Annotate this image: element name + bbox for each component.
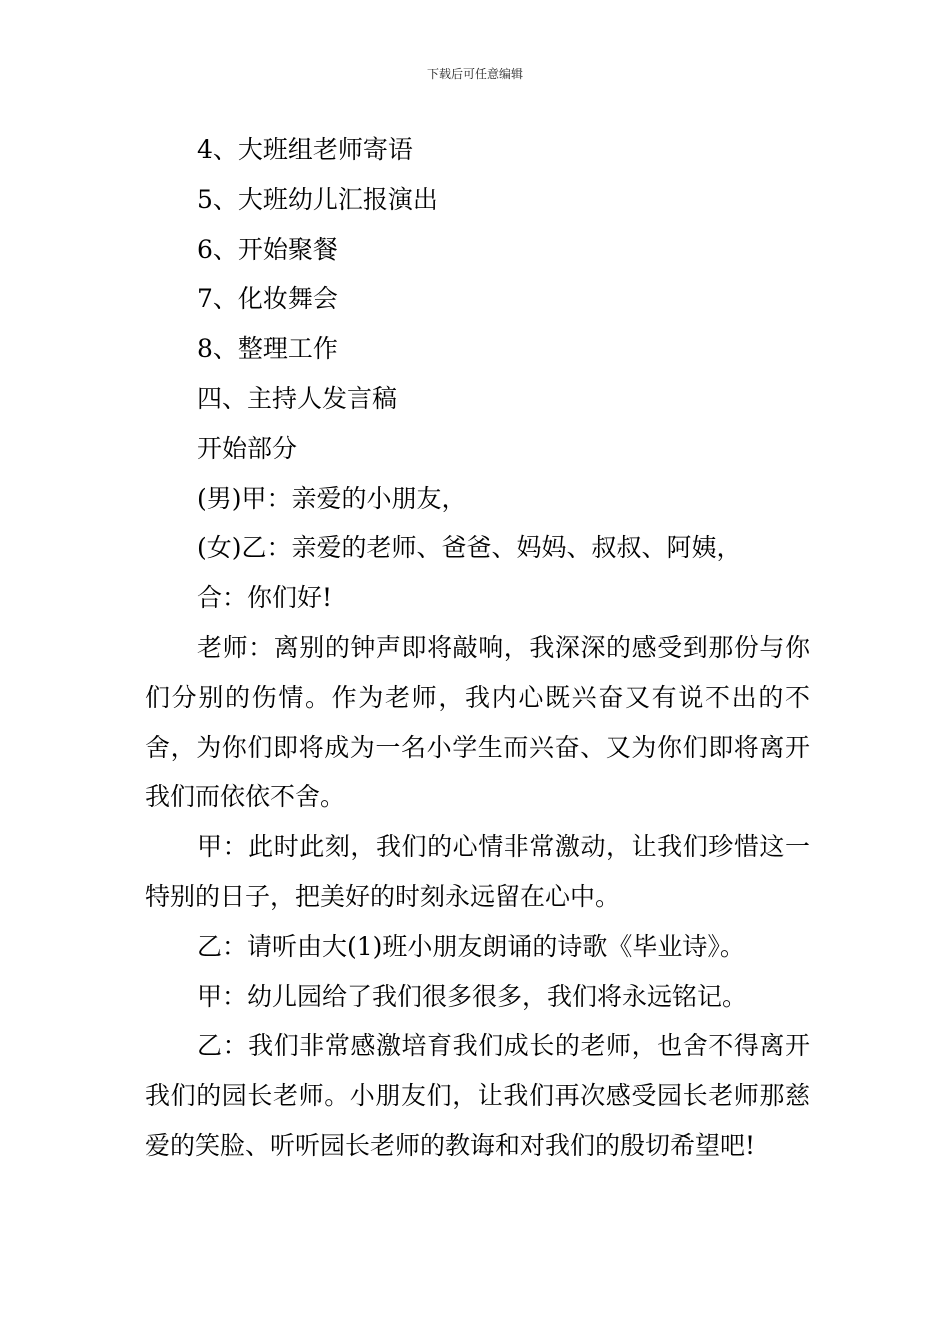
list-item: 4、大班组老师寄语: [197, 135, 413, 164]
dialogue-paragraph: 甲：此时此刻，我们的心情非常激动，让我们珍惜这一特别的日子，把美好的时刻永远留在心中。: [145, 832, 810, 911]
list-item: 5、大班幼儿汇报演出: [197, 184, 438, 214]
subsection-heading: 开始部分: [197, 433, 298, 463]
dialogue-line: (男)甲：亲爱的小朋友，: [197, 483, 467, 513]
dialogue-line: 合：你们好!: [197, 583, 333, 613]
list-item: 8、整理工作: [197, 334, 338, 364]
dialogue-paragraph: 乙：请听由大(1)班小朋友朗诵的诗歌《毕业诗》。: [197, 931, 745, 961]
header-note: 下载后可任意编辑: [426, 67, 523, 81]
dialogue-paragraph: 乙：我们非常感激培育我们成长的老师，也舍不得离开我们的园长老师。小朋友们，让我们再次感受园长老师那慈爱的笑脸、听听园长老师的教诲和对我们的殷切希望吧!: [145, 1031, 810, 1160]
list-item: 7、化妆舞会: [197, 284, 338, 314]
document-body: [145, 125, 810, 1171]
list-item: 6、开始聚餐: [197, 234, 338, 264]
dialogue-paragraph: 老师：离别的钟声即将敲响，我深深的感受到那份与你们分别的伤情。作为老师，我内心既兴奋又有说不出的不舍，为你们即将成为一名小学生而兴奋、又为你们即将离开我们而依依不舍。: [145, 632, 810, 812]
dialogue-line: (女)乙：亲爱的老师、爸爸、妈妈、叔叔、阿姨，: [197, 533, 742, 563]
dialogue-paragraph: 甲：幼儿园给了我们很多很多，我们将永远铭记。: [197, 981, 748, 1011]
section-heading: 四、主持人发言稿: [197, 383, 398, 413]
